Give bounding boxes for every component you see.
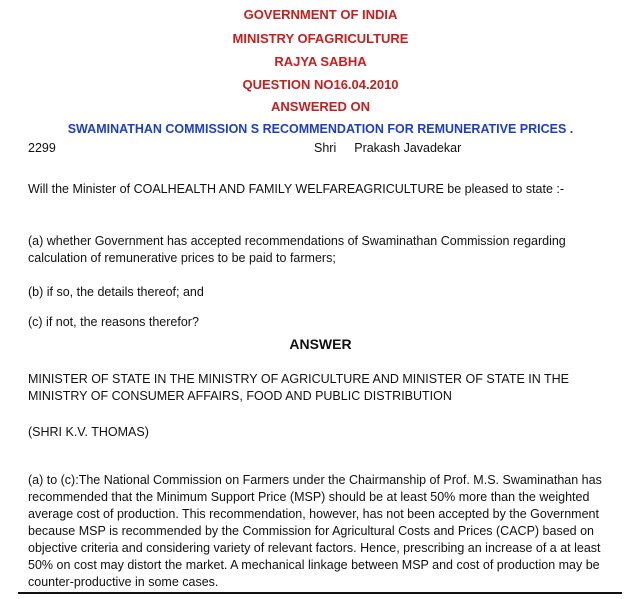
answering-minister: MINISTER OF STATE IN THE MINISTRY OF AGRICULTURE AND MINISTER OF STATE IN THE MINISTRY OF CONSUMER AFFAIRS, FOOD AND PUBLIC DISTRIBUTION [28, 372, 570, 403]
question-part-b: (b) if so, the details thereof; and [28, 285, 204, 299]
header-ministry: MINISTRY OFAGRICULTURE [232, 31, 409, 46]
header-government: GOVERNMENT OF INDIA [243, 7, 398, 22]
question-part-c: (c) if not, the reasons therefor? [28, 315, 199, 329]
header-answered-on: ANSWERED ON [271, 99, 370, 114]
bottom-divider [18, 592, 622, 594]
header-house: RAJYA SABHA [274, 54, 367, 69]
answering-minister-name: (SHRI K.V. THOMAS) [28, 425, 149, 439]
question-part-a: (a) whether Government has accepted recommendations of Swaminathan Commission regarding calculation of remunerative prices to be paid to farmers; [28, 234, 566, 265]
question-subject: SWAMINATHAN COMMISSION S RECOMMENDATION FOR REMUNERATIVE PRICES . [67, 122, 574, 136]
header-question-number: QUESTION NO16.04.2010 [242, 77, 399, 92]
member-full-name: Prakash Javadekar [354, 141, 462, 155]
member-title: Shri [314, 141, 337, 155]
member-name [314, 140, 479, 156]
question-number: 2299 [28, 141, 56, 155]
answer-text: (a) to (c):The National Commission on Farmers under the Chairmanship of Prof. M.S. Swaminathan has recommended that the Minimum Support Price (MSP) should be at least 50% more than the weighted average cost of production. This recommendation, however, has not been accepted by the Government because MSP is recommended by the Commission for Agricultural Costs and Prices (CACP) based on objective criteria and considering variety of relevant factors. Hence, prescribing an increase of a at least 50% on cost may distort the market. A mechanical linkage between MSP and cost of production may be counter-productive in some cases. [28, 473, 602, 589]
question-intro: Will the Minister of COALHEALTH AND FAMILY WELFAREAGRICULTURE be pleased to state :- [28, 182, 565, 196]
answer-heading: ANSWER [289, 336, 352, 352]
